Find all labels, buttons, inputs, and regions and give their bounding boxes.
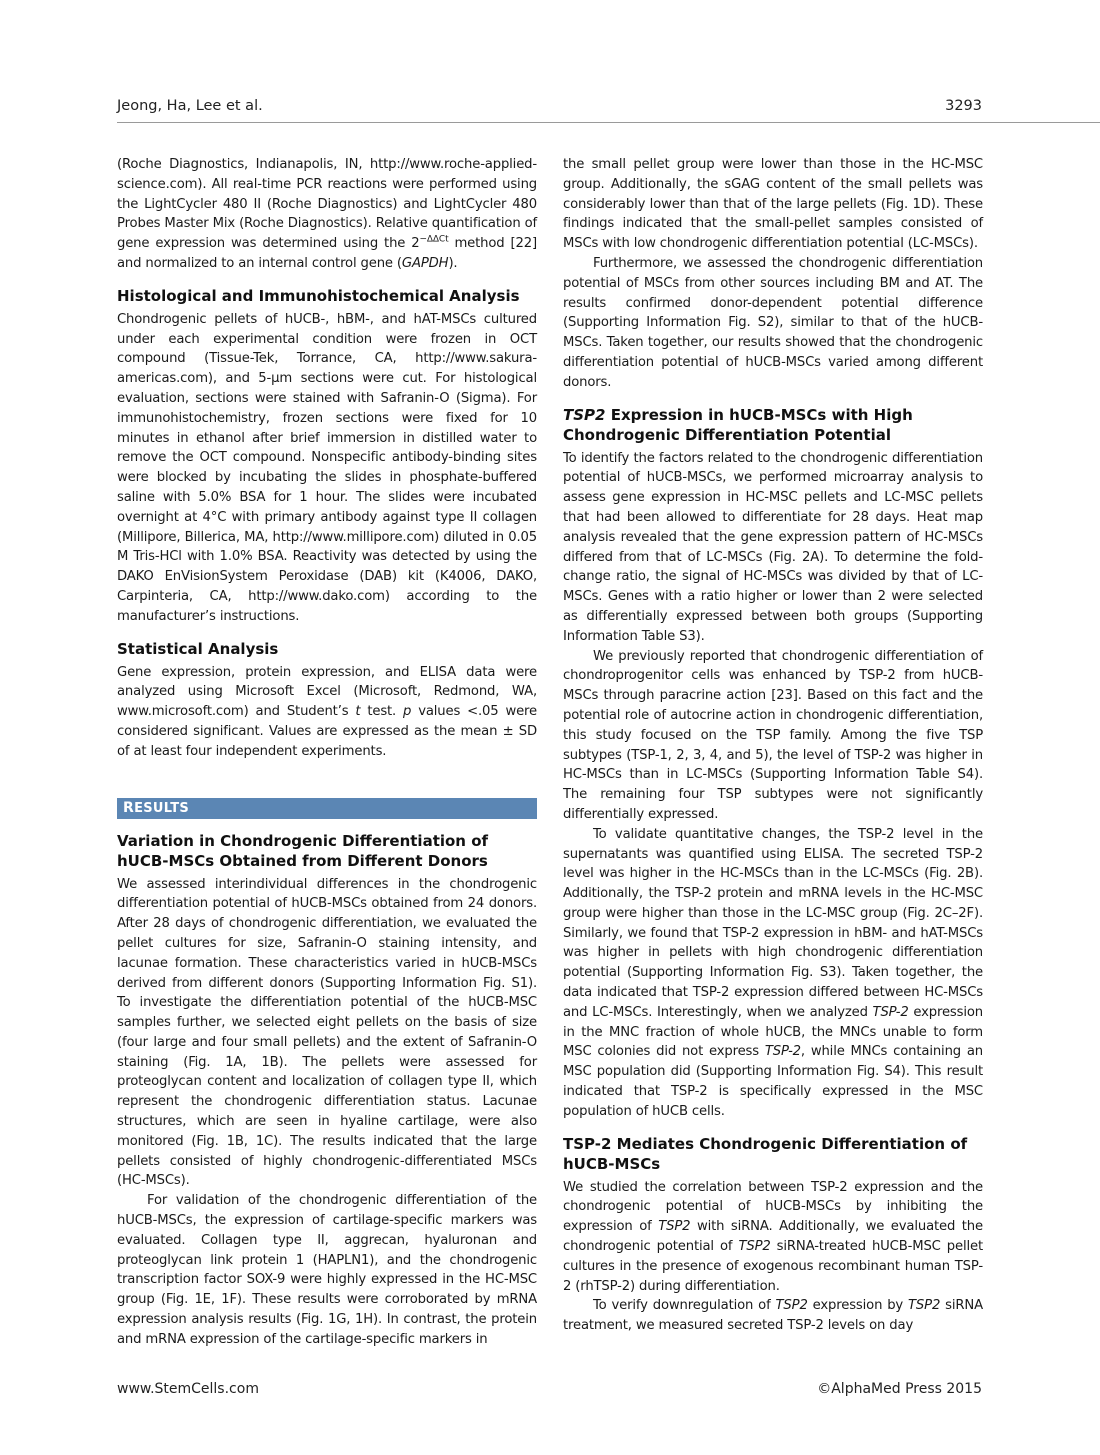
paragraph-furthermore: Furthermore, we assessed the chondrogenic differentiation potential of MSCs from other sources including BM and AT. The results confirmed donor-dependent potential difference (Supporting Information Fig. S2), similar to that of the hUCB-MSCs. Taken together, our results showed that the chondrogenic differentiation potential of hUCB-MSCs varied among different donors. (563, 255, 983, 390)
gene-name: TSP2 (658, 1219, 691, 1235)
text-span: with siRNA. Additionally, we evaluated the chondrogenic potential of (563, 1219, 983, 1255)
text-span: Expression in hUCB-MSCs with High Chondrogenic Differentiation Potential (563, 405, 913, 444)
paragraph-studied (563, 1178, 983, 1297)
paragraph-variation-1: We assessed interindividual differences in the chondrogenic differentiation potential of hUCB-MSCs obtained from 24 donors. After 28 days of chondrogenic differentiation, we evaluated the pellet cultures for size, Safranin-O staining intensity, and lacunae formation. These characteristics varied in hUCB-MSCs derived from different donors (Supporting Information Fig. S1). To investigate the differentiation potential of the hUCB-MSC samples further, we selected eight pellets on the basis of size (four large and four small pellets) and the extent of Safranin-O staining (Fig. 1A, 1B). The pellets were assessed for proteoglycan content and localization of collagen type II, which represent the chondrogenic differentiation status. Lacunae structures, which are seen in hyaline cartilage, were also monitored (Fig. 1B, 1C). The results indicated that the large pellets consisted of highly chondrogenic-differentiated MSCs (HC-MSCs). (117, 876, 537, 1189)
right-column (563, 155, 983, 1336)
italic-p: p (403, 704, 412, 720)
paragraph-methods-end (117, 155, 537, 274)
text-span: values <.05 were considered significant. Values are expressed as the mean ± SD of at least four independent experiments. (117, 704, 537, 759)
heading-tsp2-mediates: TSP-2 Mediates Chondrogenic Differentiation of hUCB-MSCs (563, 1134, 968, 1173)
text-span: ). (448, 255, 458, 271)
left-column (117, 155, 537, 1350)
page-number: 3293 (945, 98, 982, 114)
text-span: We studied the correlation between TSP-2 expression and the chondrogenic potential of hUCB-MSCs by inhibiting the expression of (563, 1179, 983, 1235)
results-section-bar (117, 798, 537, 819)
text-span: siRNA treatment, we measured secreted TSP-2 levels on day (563, 1298, 983, 1334)
gene-name: TSP-2 (872, 1004, 909, 1020)
text-span: expression by (807, 1298, 909, 1314)
gene-name: TSP2 (738, 1239, 771, 1255)
text-span: test. (360, 704, 404, 720)
heading-variation: Variation in Chondrogenic Differentiation of hUCB-MSCs Obtained from Different Donors (117, 831, 489, 870)
gene-name: GAPDH (401, 255, 449, 271)
heading-tsp2-expression (563, 405, 983, 445)
gene-name: TSP2 (908, 1298, 941, 1314)
heading-statistical-analysis: Statistical Analysis (117, 639, 279, 658)
text-span: expression in the MNC fraction of whole hUCB, the MNCs unable to form MSC colonies did not express (563, 1004, 983, 1060)
results-label-initial: R (123, 799, 135, 816)
running-head: Jeong, Ha, Lee et al. (117, 98, 263, 114)
formula-base: 2 (411, 236, 420, 252)
italic-t: t (355, 704, 361, 720)
paragraph-identify: To identify the factors related to the chondrogenic differentiation potential of hUCB-MSCs, we performed microarray analysis to assess gene expression in HC-MSC pellets and LC-MSC pellets that had been allowed to differentiate for 28 days. Heat map analysis revealed that the gene expression pattern of HC-MSCs differed from that of LC-MSCs (Fig. 2A). To determine the fold-change ratio, the signal of HC-MSCs was divided by that of LC-MSCs. Genes with a ratio higher or lower than 2 were selected as differentially expressed between both groups (Supporting Information Table S3). (563, 450, 983, 644)
text-span: Gene expression, protein expression, and ELISA data were analyzed using Microsoft Excel (Microsoft, Redmond, WA, www.microsoft.com) and Student’s (117, 664, 537, 720)
gene-name: TSP2 (563, 405, 606, 424)
gene-name: TSP2 (775, 1298, 808, 1314)
paragraph-validate (563, 825, 983, 1122)
text-span: method [22] and normalized to an internal control gene ( (117, 236, 537, 271)
paragraph-verify (563, 1296, 983, 1336)
text-span: To verify downregulation of (593, 1298, 776, 1314)
text-span: , while MNCs containing an MSC population did (Supporting Information Fig. S4). This result indicated that TSP-2 is specifically expressed in the MSC population of hUCB cells. (563, 1044, 984, 1119)
footer-website-link[interactable]: www.StemCells.com (117, 1381, 259, 1397)
text-span: To validate quantitative changes, the TSP-2 level in the supernatants was quantified using ELISA. The secreted TSP-2 level was higher in the HC-MSCs than in the LC-MSCs (Fig. 2B). Additionally, the TSP-2 protein and mRNA levels in the HC-MSC group were higher than those in the LC-MSC group (Fig. 2C–2F). Similarly, we found that TSP-2 expression in hBM- and hAT-MSCs was higher in pellets with high chondrogenic differentiation potential (Supporting Information Fig. S3). Taken together, the data indicated that TSP-2 expression differed between HC-MSCs and LC-MSCs. Interestingly, when we analyzed (563, 826, 983, 1020)
text-span: siRNA-treated hUCB-MSC pellet cultures in the presence of exogenous recombinant human TSP-2 (rhTSP-2) during differentiation. (563, 1239, 983, 1294)
paragraph-histology: Chondrogenic pellets of hUCB-, hBM-, and hAT-MSCs cultured under each experimental condition were frozen in OCT compound (Tissue-Tek, Torrance, CA, http://www.sakura-americas.com), and 5-μm sections were cut. For histological evaluation, sections were stained with Safranin-O (Sigma). For immunohistochemistry, frozen sections were fixed for 10 minutes in ethanol after brief immersion in distilled water to remove the OCT compound. Nonspecific antibody-binding sites were blocked by incubating the slides in phosphate-buffered saline with 5.0% BSA for 1 hour. The slides were incubated overnight at 4°C with primary antibody against type II collagen (Millipore, Billerica, MA, http://www.millipore.com) diluted in 0.05 M Tris-HCl with 1.0% BSA. Reactivity was detected by using the DAKO EnVisionSystem Peroxidase (DAB) kit (K4006, DAKO, Carpinteria, CA, http://www.dako.com) according to the manufacturer’s instructions. (117, 311, 537, 624)
heading-histology: Histological and Immunohistochemical Analysis (117, 286, 520, 305)
formula-exponent: −ΔΔCt (419, 234, 449, 245)
footer-copyright: ©AlphaMed Press 2015 (817, 1381, 982, 1397)
paragraph-statistics (117, 663, 537, 762)
header-rule (117, 122, 1100, 123)
paragraph-variation-2: For validation of the chondrogenic differentiation of the hUCB-MSCs, the expression of cartilage-specific markers was evaluated. Collagen type II, aggrecan, hyaluronan and proteoglycan link protein 1 (HAPLN1), and the chondrogenic transcription factor SOX-9 were highly expressed in the HC-MSC group (Fig. 1E, 1F). These results were corroborated by mRNA expression analysis results (Fig. 1G, 1H). In contrast, the protein and mRNA expression of the cartilage-specific markers in (117, 1193, 537, 1347)
gene-name: TSP-2 (764, 1044, 801, 1060)
paragraph-continued: the small pellet group were lower than those in the HC-MSC group. Additionally, the sGAG content of the small pellets was considerably lower than that of the large pellets (Fig. 1D). These findings indicated that the small-pellet samples consisted of MSCs with low chondrogenic differentiation potential (LC-MSCs). (563, 157, 983, 252)
text-span: (Roche Diagnostics, Indianapolis, IN, http://www.roche-applied-science.com). All real-time PCR reactions were performed using the LightCycler 480 II (Roche Diagnostics) and LightCycler 480 Probes Master Mix (Roche Diagnostics). Relative quantification of gene expression was determined using the (117, 157, 537, 252)
results-label-rest: ESULTS (134, 800, 190, 816)
paragraph-previously: We previously reported that chondrogenic differentiation of chondroprogenitor cells was enhanced by TSP-2 from hUCB-MSCs through paracrine action [23]. Based on this fact and the potential role of autocrine action in chondrogenic differentiation, this study focused on the TSP family. Among the five TSP subtypes (TSP-1, 2, 3, 4, and 5), the level of TSP-2 was higher in HC-MSCs than in LC-MSCs (Supporting Information Table S4). The remaining four TSP subtypes were not significantly differentially expressed. (563, 648, 983, 822)
